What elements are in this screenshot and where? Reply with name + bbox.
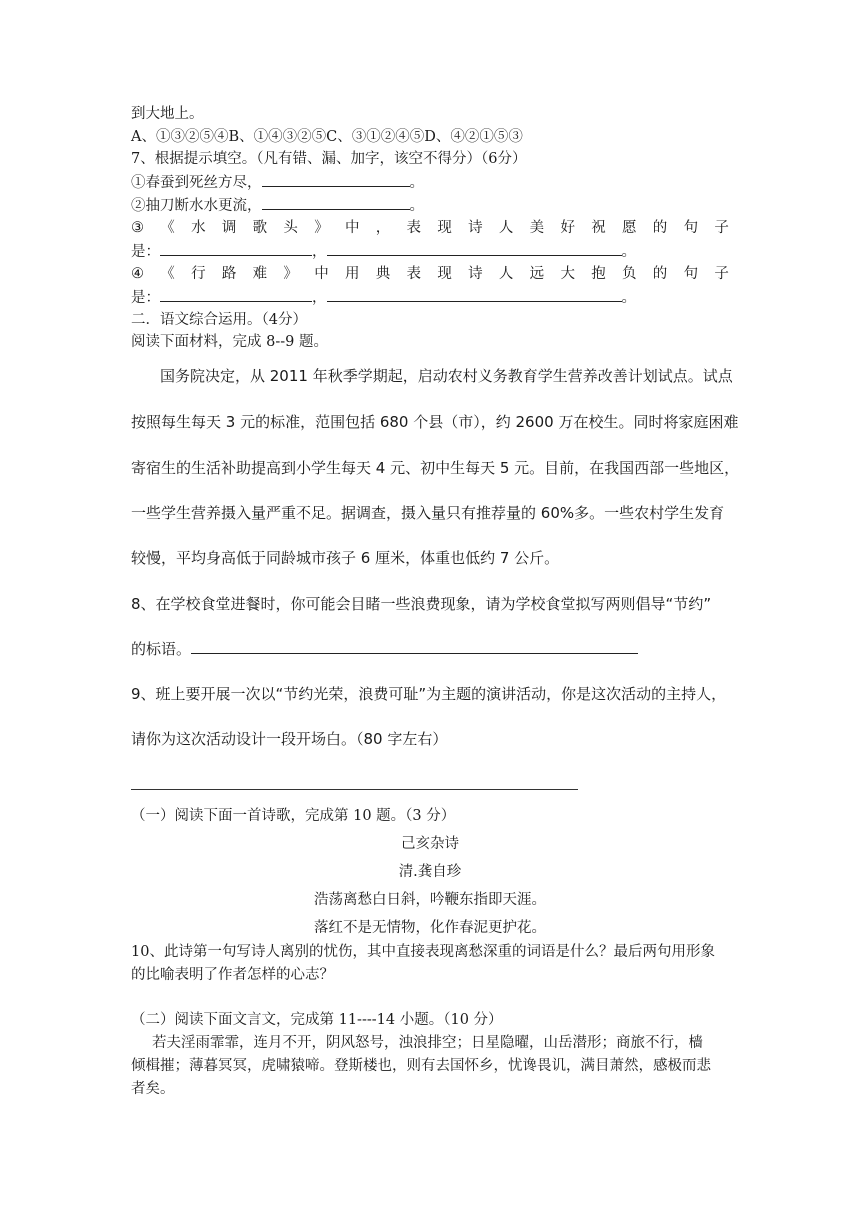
justified-char: 水 (191, 220, 206, 236)
justified-char: 《 (160, 220, 175, 236)
punct: 。 (621, 290, 636, 306)
fill-blank-3-prompt (131, 218, 729, 238)
justified-char: ， (375, 220, 391, 236)
fill-blank-3 (131, 241, 636, 262)
answer-options: A、①③②⑤④B、①④③②⑤C、③①②④⑤D、④②①⑤③ (131, 129, 523, 145)
answer-blank[interactable] (262, 195, 410, 210)
justified-char: 现 (437, 220, 452, 236)
justified-char: 现 (437, 266, 452, 282)
justified-char: 子 (714, 220, 729, 236)
question-8: 8、在学校食堂进餐时，你可能会目睹一些浪费现象，请为学校食堂拟写两则倡导“节约” (131, 595, 712, 613)
justified-char: 》 (314, 220, 329, 236)
passage-line: 按照每生每天 3 元的标准，范围包括 680 个县（市），约 2600 万在校生。同时将家庭困难 (131, 413, 739, 431)
question-10-cont: 的比喻表明了作者怎样的心志？ (131, 967, 334, 983)
classical-text-line: 倾楫摧；薄暮冥冥，虎啸猿啼。登斯楼也，则有去国怀乡，忧谗畏讥，满目萧然，感极而悲 (131, 1058, 711, 1074)
justified-char: 路 (221, 266, 237, 282)
classical-text-line: 若夫淫雨霏霏，连月不开，阴风怒号，浊浪排空；日星隐曜，山岳潜形；商旅不行，樯 (152, 1035, 703, 1051)
justified-char: ③ (131, 220, 144, 236)
section-classical-heading: （二）阅读下面文言文，完成第 11----14 小题。（10 分） (131, 1012, 503, 1028)
answer-blank[interactable] (262, 172, 410, 187)
justified-char: 》 (283, 266, 298, 282)
justified-char: 祝 (591, 220, 606, 236)
passage-line: 较慢，平均身高低于同龄城市孩子 6 厘米，体重也低约 7 公斤。 (131, 549, 560, 567)
classical-text-line: 者矣。 (131, 1081, 175, 1097)
justified-char: 表 (406, 266, 422, 282)
question-10: 10、此诗第一句写诗人离别的忧伤，其中直接表现离愁深重的词语是什么？最后两句用形象 (131, 944, 715, 960)
punct: 。 (409, 175, 424, 191)
justified-char: 调 (221, 220, 237, 236)
punct: 。 (621, 244, 636, 260)
justified-char: 大 (560, 266, 575, 282)
justified-char: 头 (283, 220, 298, 236)
justified-char: 用 (344, 266, 360, 282)
section-poem-heading: （一）阅读下面一首诗歌，完成第 10 题。（3 分） (131, 808, 456, 824)
answer-blank[interactable] (191, 639, 638, 654)
section-2-heading: 二．语文综合运用。（4分） (131, 312, 307, 328)
poem-line: 落红不是无情物，化作春泥更护花。 (314, 920, 546, 936)
answer-blank[interactable] (327, 241, 622, 256)
justified-char: 抱 (591, 266, 606, 282)
justified-char: 美 (529, 220, 545, 236)
question-7: 7、根据提示填空。（凡有错、漏、加字，该空不得分）（6分） (131, 151, 527, 167)
justified-char: 中 (314, 266, 329, 282)
justified-char: 的 (652, 266, 668, 282)
justified-char: 诗 (468, 220, 483, 236)
punct: 。 (409, 198, 424, 214)
fill-blank-2 (131, 195, 424, 216)
justified-char: 负 (622, 266, 637, 282)
fill-blank-1 (131, 172, 424, 193)
fill-blank-4-prompt (131, 264, 729, 284)
justified-char: 远 (529, 266, 545, 282)
answer-line[interactable] (131, 789, 578, 790)
punct: ， (312, 290, 327, 306)
justified-char: 好 (560, 220, 575, 236)
justified-char: 典 (375, 266, 391, 282)
question-9: 9、班上要开展一次以“节约光荣，浪费可耻”为主题的演讲活动，你是这次活动的主持人， (131, 685, 727, 703)
prompt: ②抽刀断水水更流， (131, 198, 262, 214)
poem-line: 浩荡离愁白日斜，吟鞭东指即天涯。 (314, 892, 546, 908)
justified-char: 诗 (468, 266, 483, 282)
prompt: 是： (131, 290, 160, 306)
justified-char: 《 (160, 266, 175, 282)
justified-char: 中 (344, 220, 360, 236)
text-line: 到大地上。 (131, 106, 204, 122)
justified-char: 表 (406, 220, 422, 236)
justified-char: 歌 (252, 220, 268, 236)
answer-blank[interactable] (160, 287, 312, 302)
justified-char: 愿 (622, 220, 637, 236)
justified-char: 人 (498, 220, 514, 236)
justified-char: 人 (498, 266, 514, 282)
answer-blank[interactable] (160, 241, 312, 256)
passage-line: 一些学生营养摄入量严重不足。据调查，摄入量只有推荐量的 60%多。一些农村学生发育 (131, 504, 725, 522)
prompt: ①春蚕到死丝方尽， (131, 175, 262, 191)
justified-char: 句 (683, 266, 699, 282)
prompt: 的标语。 (131, 640, 192, 658)
justified-char: 难 (252, 266, 268, 282)
passage-line: 寄宿生的生活补助提高到小学生每天 4 元、初中生每天 5 元。目前，在我国西部一些地区， (131, 459, 740, 477)
justified-char: 行 (191, 266, 206, 282)
justified-char: 子 (714, 266, 729, 282)
answer-blank[interactable] (327, 287, 622, 302)
reading-instruction: 阅读下面材料，完成 8--9 题。 (131, 334, 328, 350)
punct: ， (312, 244, 327, 260)
justified-char: 的 (652, 220, 668, 236)
passage-line: 国务院决定，从 2011 年秋季学期起，启动农村义务教育学生营养改善计划试点。试点 (160, 367, 733, 385)
poem-title: 己亥杂诗 (401, 836, 459, 852)
fill-blank-4 (131, 287, 636, 308)
question-9-cont: 请你为这次活动设计一段开场白。（80 字左右） (131, 730, 448, 748)
prompt: 是： (131, 244, 160, 260)
justified-char: ④ (131, 266, 144, 282)
justified-char: 句 (683, 220, 699, 236)
question-8-cont (131, 639, 638, 659)
poem-author: 清.龚自珍 (398, 864, 462, 880)
